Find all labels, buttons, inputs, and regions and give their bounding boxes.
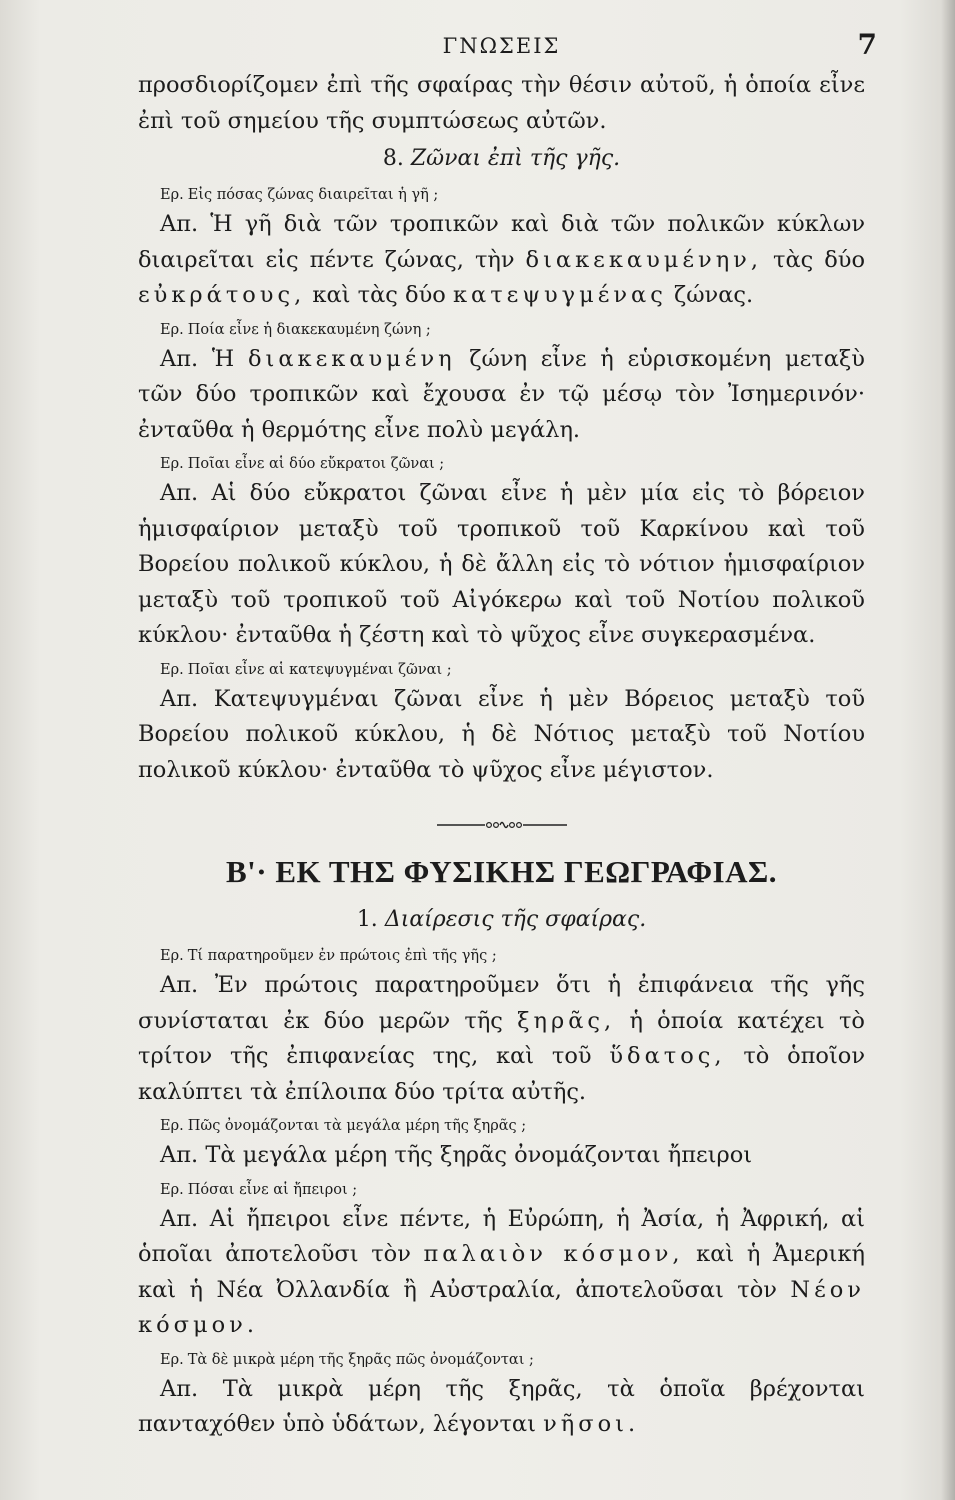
subsection-heading-zones (138, 139, 865, 179)
answer-text: Ἡ (211, 345, 235, 372)
question (138, 183, 865, 207)
question-label: Ερ. (160, 1181, 184, 1198)
answer (138, 476, 865, 654)
answer-text: Τὰ μεγάλα μέρη τῆς ξηρᾶς ὀνομάζονται ἤπειροι (205, 1142, 753, 1168)
question-text: Πῶς ὀνομάζονται τὰ μεγάλα μέρη τῆς ξηρᾶς ; (187, 1118, 527, 1134)
question-text: Τί παρατηροῦμεν ἐν πρώτοις ἐπὶ τῆς γῆς ; (187, 948, 497, 964)
answer (138, 1372, 865, 1443)
spaced-term: εὐκράτους, (138, 282, 306, 308)
question (138, 944, 865, 968)
question (138, 1114, 865, 1138)
answer-text: ἡ ὁποία κατέχει τὸ τρίτον τῆς ἐπιφανείας της, καὶ τοῦ (138, 1007, 865, 1069)
question-label: Ερ. (160, 321, 184, 338)
ornamental-divider (138, 818, 865, 832)
spaced-term: παλαιὸν κόσμον, (423, 1241, 684, 1267)
question (138, 658, 865, 682)
answer-text: καὶ ἡ Ἀμερική καὶ ἡ Νέα Ὀλλανδία ἢ Αὐστραλία, ἀποτελοῦσαι τὸν (138, 1241, 866, 1303)
spaced-term: διακεκαυμένη (247, 345, 456, 372)
running-head (138, 28, 877, 68)
subsection-number: 8. (382, 146, 404, 171)
question-label: Ερ. (160, 1118, 184, 1134)
subsection-title: Διαίρεσις τῆς σφαίρας. (384, 907, 647, 932)
question-label: Ερ. (160, 1351, 184, 1368)
question-text: Εἰς πόσας ζώνας διαιρεῖται ἡ γῆ ; (187, 187, 439, 203)
subsection-number: 1. (356, 907, 378, 932)
answer-label: Απ. (160, 345, 199, 372)
question (138, 1178, 865, 1202)
answer (138, 1138, 865, 1174)
answer-label: Απ. (160, 972, 199, 998)
subsection-heading-division (138, 900, 865, 940)
answer-text: Κατεψυγμέναι ζῶναι εἶνε ἡ μὲν Βόρειος μεταξὺ τοῦ Βορείου πολικοῦ κύκλου, ἡ δὲ Νότιος μεταξὺ τοῦ Νοτίου πολικοῦ κύκλου· ἐνταῦθα τὸ ψῦχος εἶνε μέγιστον. (138, 685, 865, 783)
continuation-paragraph: προσδιορίζομεν ἐπὶ τῆς σφαίρας τὴν θέσιν αὐτοῦ, ἡ ὁποία εἶνε ἐπὶ τοῦ σημείου τῆς συμπτώσεως αὐτῶν. (138, 72, 865, 134)
question-text: Ποῖαι εἶνε αἱ δύο εὔκρατοι ζῶναι ; (187, 456, 445, 472)
spaced-term: διακεκαυμένην, (525, 246, 763, 273)
answer-text: ζώνας. (674, 282, 754, 308)
answer-text: Ἡ γῆ διὰ τῶν τροπικῶν καὶ διὰ τῶν πολικῶν κύκλων διαιρεῖται εἰς πέντε ζώνας, τὴν (138, 211, 865, 273)
answer (138, 207, 865, 314)
question (138, 318, 865, 342)
spaced-term: ξηρᾶς, (517, 1007, 616, 1034)
section-title: Β'· ΕΚ ΤΗΣ ΦΥΣΙΚΗΣ ΓΕΩΓΡΑΦΙΑΣ. (225, 854, 778, 889)
spaced-term: Νέον κόσμον. (138, 1276, 865, 1338)
answer-label: Απ. (160, 1375, 199, 1402)
question (138, 1348, 865, 1372)
answer-text: Αἱ δύο εὔκρατοι ζῶναι εἶνε ἡ μὲν μία εἰς τὸ βόρειον ἡμισφαίριον μεταξὺ τοῦ τροπικοῦ τοῦ Καρκίνου καὶ τοῦ Βορείου πολικοῦ κύκλου, ἡ δὲ ἄλλη εἰς τὸ νότιον ἡμισφαίριον μεταξὺ τοῦ τροπικοῦ τοῦ Αἰγόκερω καὶ τοῦ Νοτίου πολικοῦ κύκλου· ἐνταῦθα ἡ ζέστη καὶ τὸ ψῦχος εἶνε συγκερασμένα. (138, 480, 865, 648)
answer-text: τὸ ὁποῖον καλύπτει τὰ ἐπίλοιπα δύο τρίτα αὐτῆς. (138, 1043, 866, 1105)
answer-text: τὰς δύο (773, 246, 865, 273)
question (138, 452, 865, 476)
question-text: Τὰ δὲ μικρὰ μέρη τῆς ξηρᾶς πῶς ὀνομάζονται ; (187, 1351, 534, 1368)
running-title: ΓΝΩΣΕΙΣ (442, 34, 561, 58)
answer (138, 968, 865, 1110)
question-label: Ερ. (160, 948, 184, 964)
answer-label: Απ. (160, 1205, 199, 1232)
answer-label: Απ. (160, 1142, 199, 1168)
page-number: 7 (857, 28, 877, 61)
spaced-term: κατεψυγμένας (452, 282, 667, 308)
question-text: Ποῖαι εἶνε αἱ κατεψυγμέναι ζῶναι ; (187, 661, 452, 678)
answer-label: Απ. (160, 211, 199, 237)
spaced-term: ὕδατος, (609, 1043, 726, 1069)
answer (138, 1202, 865, 1344)
answer-label: Απ. (160, 480, 199, 506)
answer (138, 682, 865, 789)
answer-text: ζώνη εἶνε ἡ εὑρισκομένη μεταξὺ τῶν δύο τροπικῶν καὶ ἔχουσα ἐν τῷ μέσῳ τὸν Ἰσημερινόν· ἐνταῦθα ἡ θερμότης εἶνε πολὺ μεγάλη. (138, 345, 865, 443)
answer-text: Ἐν πρώτοις παρατηροῦμεν ὅτι ἡ ἐπιφάνεια τῆς γῆς συνίσταται ἐκ δύο μερῶν τῆς (138, 972, 865, 1034)
question-label: Ερ. (160, 661, 184, 678)
question-text: Ποία εἶνε ἡ διακεκαυμένη ζώνη ; (187, 321, 431, 338)
question-label: Ερ. (160, 187, 184, 203)
answer-text: Τὰ μικρὰ μέρη τῆς ξηρᾶς, τὰ ὁποῖα βρέχονται πανταχόθεν ὑπὸ ὑδάτων, λέγονται (138, 1375, 865, 1437)
answer-text: καὶ τὰς δύο (312, 282, 446, 308)
answer-text: Αἱ ἤπειροι εἶνε πέντε, ἡ Εὐρώπη, ἡ Ἀσία, ἡ Ἀφρική, αἱ ὁποῖαι ἀποτελοῦσι τὸν (138, 1205, 866, 1267)
spaced-term: νῆσοι. (543, 1411, 640, 1437)
question-text: Πόσαι εἶνε αἱ ἤπειροι ; (187, 1181, 358, 1198)
answer-label: Απ. (160, 685, 199, 712)
question-label: Ερ. (160, 456, 184, 472)
answer (138, 342, 865, 449)
ornament-icon (437, 818, 567, 832)
subsection-title: Ζῶναι ἐπὶ τῆς γῆς. (410, 146, 621, 171)
